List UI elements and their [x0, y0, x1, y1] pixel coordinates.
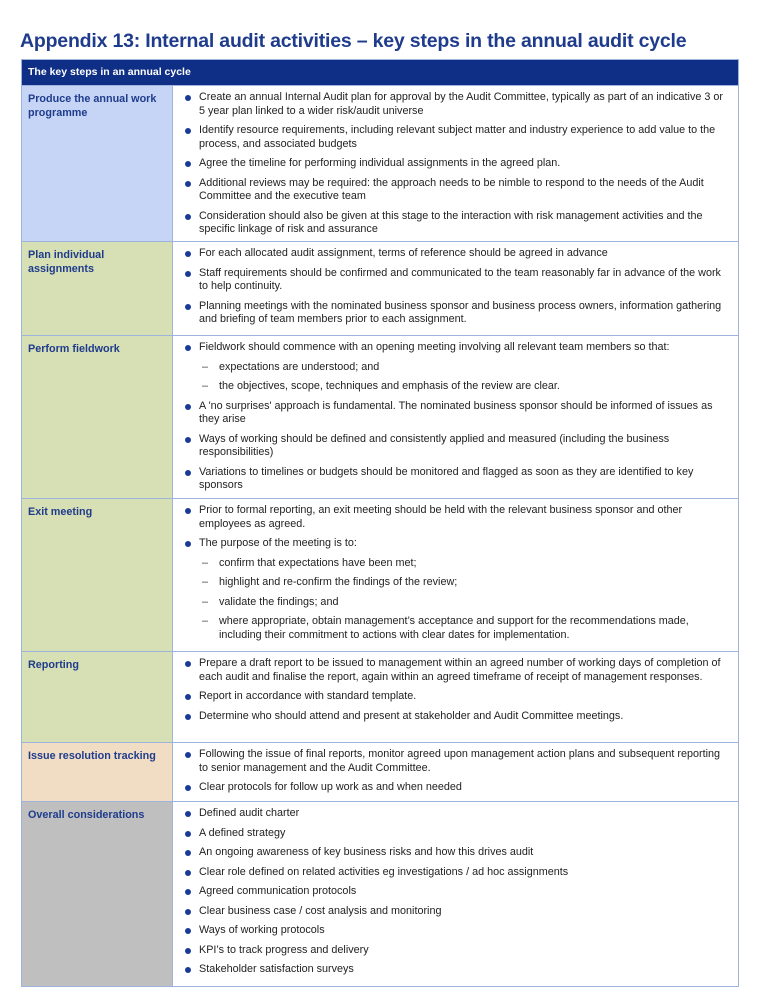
bullet-item: Prior to formal reporting, an exit meeting should be held with the relevant business sponsor and other employees as agreed.: [173, 504, 730, 531]
bullet-item: Identify resource requirements, including relevant subject matter and industry experience to add value to the process, and associated budgets: [173, 124, 730, 151]
bullet-item: Agreed communication protocols: [173, 885, 730, 899]
bullet-item: Agree the timeline for performing individual assignments in the agreed plan.: [173, 157, 730, 171]
bullet-item: Report in accordance with standard template.: [173, 690, 730, 704]
bullet-item: Determine who should attend and present at stakeholder and Audit Committee meetings.: [173, 710, 730, 724]
bullet-item: Stakeholder satisfaction surveys: [173, 963, 730, 977]
step-label: Reporting: [22, 652, 173, 742]
step-details: [173, 802, 738, 986]
bullet-item: Ways of working protocols: [173, 924, 730, 938]
bullet-item: Following the issue of final reports, monitor agreed upon management action plans and subsequent reporting to senior management and the Audit Committee.: [173, 748, 730, 775]
bullet-item: Variations to timelines or budgets should be monitored and flagged as soon as they are identified to key sponsors: [173, 466, 730, 493]
step-details: [173, 242, 738, 335]
bullet-item: Prepare a draft report to be issued to management within an agreed number of working days of completion of each audit and finalise the report, again within an agreed timeframe of receipt of management responses.: [173, 657, 730, 684]
step-details: [173, 336, 738, 498]
bullet-item: Ways of working should be defined and consistently applied and measured (including the business responsibilities): [173, 433, 730, 460]
bullet-item: A defined strategy: [173, 827, 730, 841]
step-label: Issue resolution tracking: [22, 743, 173, 801]
table-row: [22, 335, 738, 498]
step-details: [173, 499, 738, 651]
step-label: Produce the annual work programme: [22, 86, 173, 241]
step-label: Plan individual assignments: [22, 242, 173, 335]
bullet-item: Create an annual Internal Audit plan for approval by the Audit Committee, typically as part of an indicative 3 or 5 year plan linked to a wider risk/audit universe: [173, 91, 730, 118]
bullet-item: Defined audit charter: [173, 807, 730, 821]
sub-bullet-item: – validate the findings; and: [173, 596, 730, 610]
step-label: Exit meeting: [22, 499, 173, 651]
bullet-item: Staff requirements should be confirmed and communicated to the team reasonably far in advance of the work to help continuity.: [173, 267, 730, 294]
step-details: [173, 652, 738, 742]
bullet-item: An ongoing awareness of key business risks and how this drives audit: [173, 846, 730, 860]
bullet-item: Clear protocols for follow up work as and when needed: [173, 781, 730, 795]
step-label: Perform fieldwork: [22, 336, 173, 498]
table-row: [22, 742, 738, 801]
bullet-item: Consideration should also be given at this stage to the interaction with risk management activities and the specific linkage of risk and assurance: [173, 210, 730, 237]
table-row: [22, 651, 738, 742]
bullet-item: A 'no surprises' approach is fundamental. The nominated business sponsor should be informed of issues as they arise: [173, 400, 730, 427]
sub-bullet-item: – where appropriate, obtain management’s acceptance and support for the recommendations made, including their commitment to actions with clear dates for implementation.: [173, 615, 730, 642]
table-row: [22, 85, 738, 241]
table-row: [22, 241, 738, 335]
audit-steps-table: [21, 59, 739, 987]
bullet-item: KPI’s to track progress and delivery: [173, 944, 730, 958]
bullet-item: Additional reviews may be required: the approach needs to be nimble to respond to the needs of the Audit Committee and the executive team: [173, 177, 730, 204]
step-label: Overall considerations: [22, 802, 173, 986]
bullet-item: Fieldwork should commence with an opening meeting involving all relevant team members so that:: [173, 341, 730, 355]
step-details: [173, 86, 738, 241]
bullet-item: Clear role defined on related activities eg investigations / ad hoc assignments: [173, 866, 730, 880]
table-row: [22, 498, 738, 651]
bullet-item: For each allocated audit assignment, terms of reference should be agreed in advance: [173, 247, 730, 261]
page-title: Appendix 13: Internal audit activities – key steps in the annual audit cycle: [20, 30, 687, 52]
bullet-item: The purpose of the meeting is to:: [173, 537, 730, 551]
sub-bullet-item: – the objectives, scope, techniques and emphasis of the review are clear.: [173, 380, 730, 394]
bullet-item: Clear business case / cost analysis and monitoring: [173, 905, 730, 919]
step-details: [173, 743, 738, 801]
sub-bullet-item: – highlight and re-confirm the findings of the review;: [173, 576, 730, 590]
table-header: The key steps in an annual cycle: [22, 60, 738, 85]
bullet-item: Planning meetings with the nominated business sponsor and business process owners, information gathering and briefing of team members prior to each assignment.: [173, 300, 730, 327]
sub-bullet-item: – confirm that expectations have been met;: [173, 557, 730, 571]
sub-bullet-item: – expectations are understood; and: [173, 361, 730, 375]
table-row: [22, 801, 738, 986]
